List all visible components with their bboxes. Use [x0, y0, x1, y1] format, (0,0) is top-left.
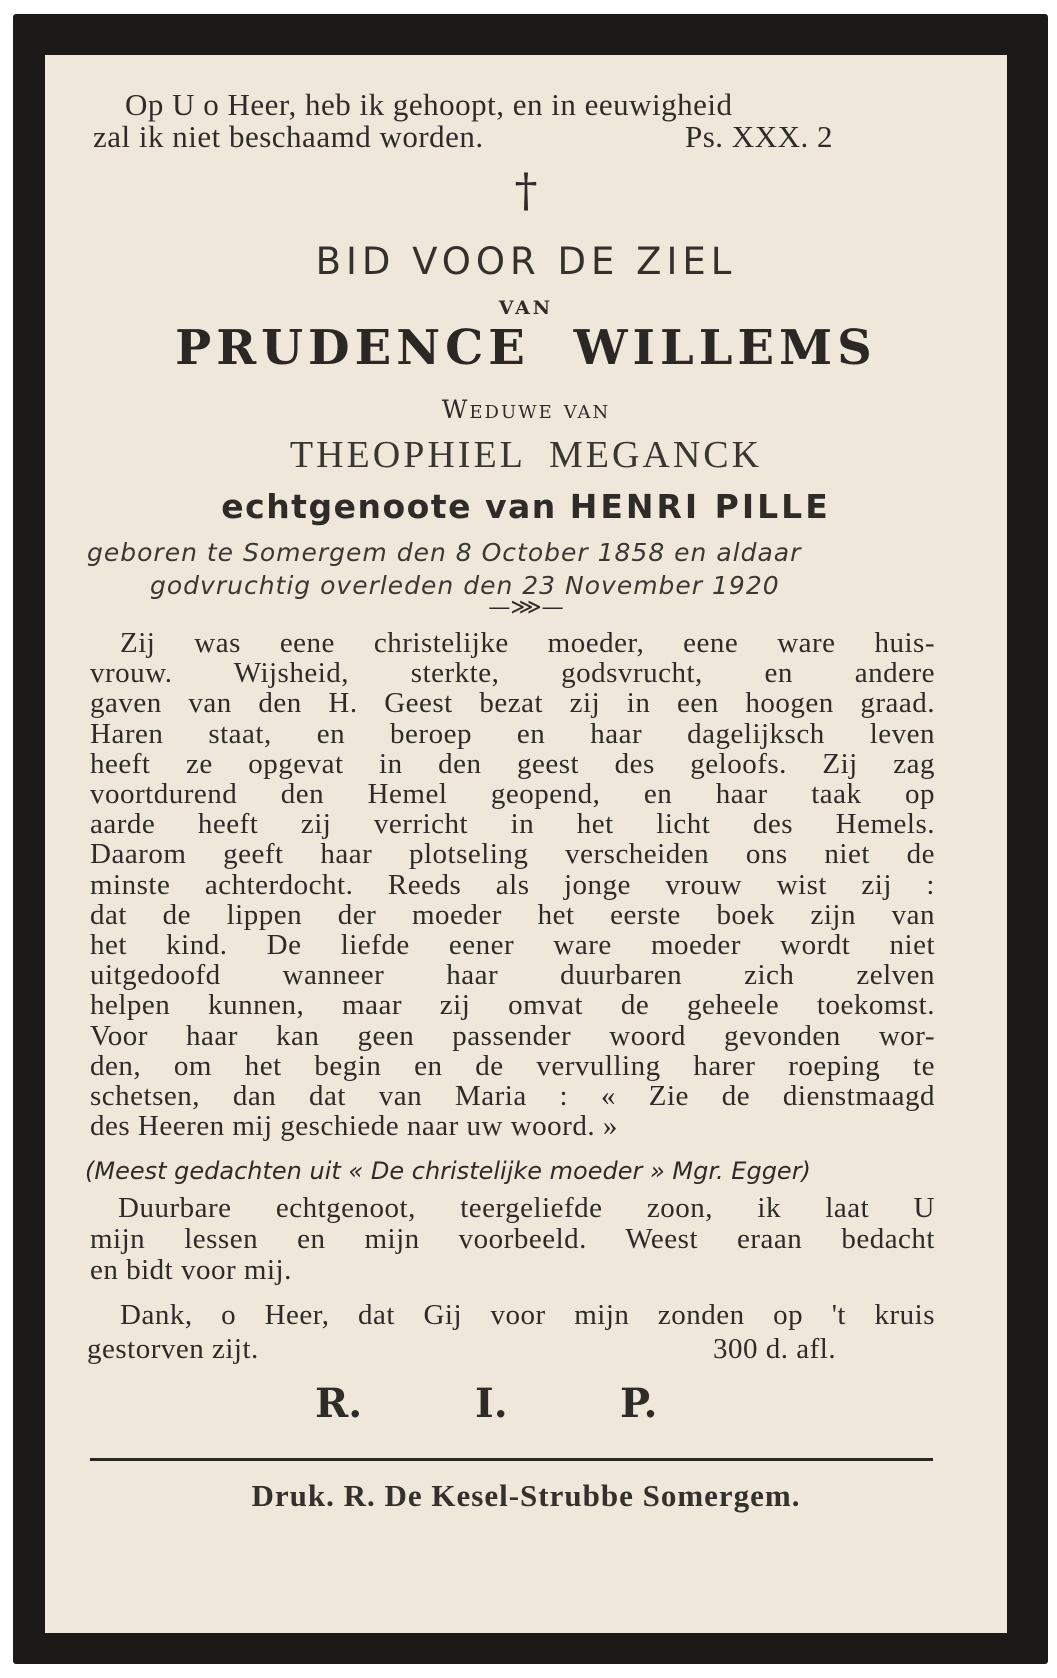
eulogy-line: gaven van den H. Geest bezat zij in een hoogen graad.: [90, 687, 935, 720]
rip-i: I.: [475, 1380, 508, 1427]
closing-prayer-line-2: gestorven zijt.: [87, 1333, 259, 1365]
farewell-line: mijn lessen en mijn voorbeeld. Weest eraan bedacht: [90, 1223, 935, 1255]
eulogy-line: uitgedoofd wanneer haar duurbaren zich zelven: [90, 959, 935, 992]
eulogy-line: minste achterdocht. Reeds als jonge vrouw wist zij :: [90, 868, 935, 901]
eulogy-line: Haren staat, en beroep en haar dagelijksch leven: [90, 717, 935, 750]
eulogy-line: den, om het begin en de vervulling harer roeping te: [90, 1049, 935, 1082]
van-label: VAN: [498, 297, 554, 319]
farewell-line: Duurbare echtgenoot, teergeliefde zoon, ik laat U: [118, 1192, 935, 1224]
eulogy-line: Zij was eene christelijke moeder, eene ware huis-: [120, 627, 935, 659]
verse-reference: Ps. XXX. 2: [685, 119, 833, 154]
rip-r: R.: [315, 1380, 363, 1427]
cross-icon: †: [514, 163, 538, 217]
eulogy-line: helpen kunnen, maar zij omvat de geheele toekomst.: [90, 989, 935, 1022]
eulogy-line: Voor haar kan geen passender woord gevonden wor-: [90, 1019, 935, 1052]
farewell-line: en bidt voor mij.: [90, 1254, 292, 1286]
eulogy-line: vrouw. Wijsheid, sterkte, godsvrucht, en andere: [90, 657, 935, 690]
eulogy-line: voortdurend den Hemel geopend, en haar taak op: [90, 778, 935, 810]
eulogy-line: aarde heeft zij verricht in het licht des Hemels.: [90, 808, 935, 841]
bottom-rule: [90, 1458, 933, 1461]
quote-source: (Meest gedachten uit « De christelijke moeder » Mgr. Egger): [85, 1157, 811, 1185]
verse-line-2: zal ik niet beschaamd worden.: [93, 119, 484, 154]
death-date-line: godvruchtig overleden den 23 November 1920: [150, 571, 780, 600]
eulogy-line: des Heeren mij geschiede naar uw woord. »: [90, 1110, 618, 1143]
verse-line-1: Op U o Heer, heb ik gehoopt, en in eeuwigheid: [125, 87, 733, 122]
birth-date-line: geboren te Somergem den 8 October 1858 en aldaar: [87, 538, 802, 567]
indulgence-note: 300 d. afl.: [713, 1333, 837, 1365]
prayer-heading: BID VOOR DE ZIEL: [315, 240, 737, 283]
eulogy-line: Daarom geeft haar plotseling verscheiden ons niet de: [90, 838, 935, 871]
memorial-card: [45, 55, 1007, 1633]
closing-prayer-line-1: Dank, o Heer, dat Gij voor mijn zonden op 't kruis: [120, 1299, 935, 1331]
widow-label: Weduwe van: [441, 395, 611, 424]
deceased-name: PRUDENCE WILLEMS: [175, 320, 877, 376]
rip-p: P.: [620, 1380, 658, 1427]
eulogy-line: heeft ze opgevat in den geest des geloofs. Zij zag: [90, 747, 935, 780]
spouse-name: HENRI PILLE: [569, 487, 831, 526]
spouse-line: [45, 487, 1007, 526]
ornament-divider: —⋙—: [488, 595, 564, 620]
eulogy-line: schetsen, dan dat van Maria : « Zie de dienstmaagd: [90, 1080, 935, 1112]
printer-credit: Druk. R. De Kesel-Strubbe Somergem.: [251, 1478, 801, 1513]
eulogy-line: het kind. De liefde eener ware moeder wordt niet: [90, 929, 935, 961]
first-husband-name: THEOPHIEL MEGANCK: [289, 434, 763, 476]
eulogy-line: dat de lippen der moeder het eerste boek zijn van: [90, 898, 935, 931]
spouse-prefix: echtgenoote van: [221, 487, 557, 526]
